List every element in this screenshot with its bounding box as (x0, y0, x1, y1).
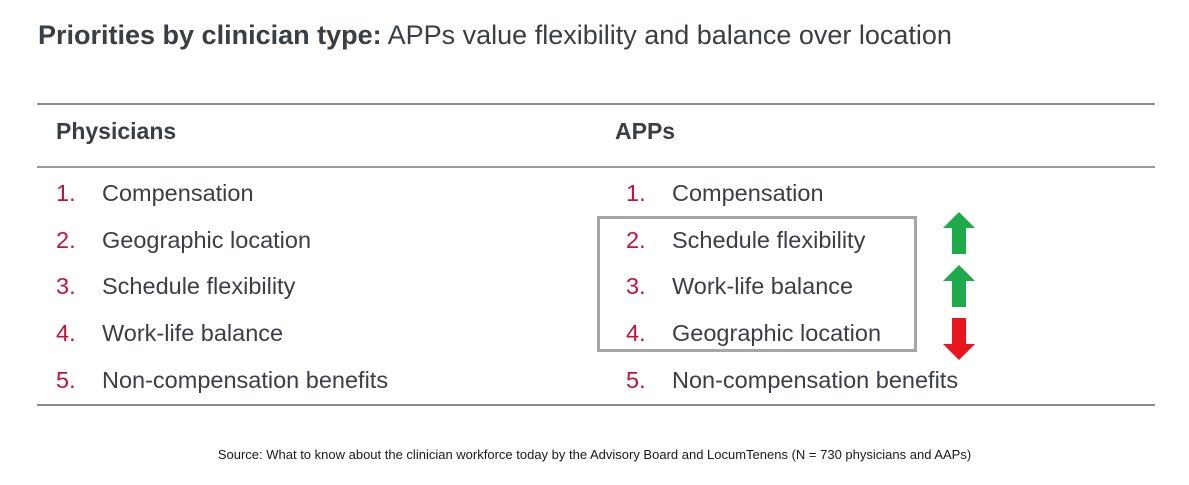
priority-label: Compensation (102, 180, 254, 206)
priority-label: Non-compensation benefits (672, 367, 959, 393)
rank-number: 2. (626, 227, 646, 253)
changed-priorities-highlight-box (597, 216, 917, 352)
column-header-physicians: Physicians (56, 118, 177, 144)
green-up-arrow-icon (943, 265, 975, 307)
priority-label: Work-life balance (102, 320, 284, 346)
page-title-rest: APPs value flexibility and balance over location (381, 20, 952, 50)
red-down-arrow-icon (943, 318, 975, 360)
priority-label: Geographic location (672, 320, 882, 346)
priority-label: Non-compensation benefits (102, 367, 389, 393)
green-up-arrow-icon (943, 212, 975, 254)
priority-label: Schedule flexibility (102, 273, 296, 299)
column-header-apps: APPs (615, 118, 676, 144)
rank-number: 4. (626, 320, 646, 346)
table-bottom-rule (37, 404, 1155, 406)
rank-number: 1. (56, 180, 76, 206)
page-title (38, 20, 952, 51)
rank-number: 2. (56, 227, 76, 253)
priority-label: Schedule flexibility (672, 227, 866, 253)
priority-label: Geographic location (102, 227, 312, 253)
source-note: Source: What to know about the clinician workforce today by the Advisory Board and LocumTenens (N = 730 physicians and AAPs) (217, 447, 972, 462)
rank-number: 4. (56, 320, 76, 346)
rank-number: 3. (626, 273, 646, 299)
rank-number: 3. (56, 273, 76, 299)
table-top-rule (37, 103, 1155, 105)
priority-label: Compensation (672, 180, 824, 206)
rank-number: 5. (626, 367, 646, 393)
page-title-bold: Priorities by clinician type: (38, 20, 382, 50)
rank-number: 5. (56, 367, 76, 393)
rank-number: 1. (626, 180, 646, 206)
priority-label: Work-life balance (672, 273, 854, 299)
header-divider (37, 166, 1155, 168)
